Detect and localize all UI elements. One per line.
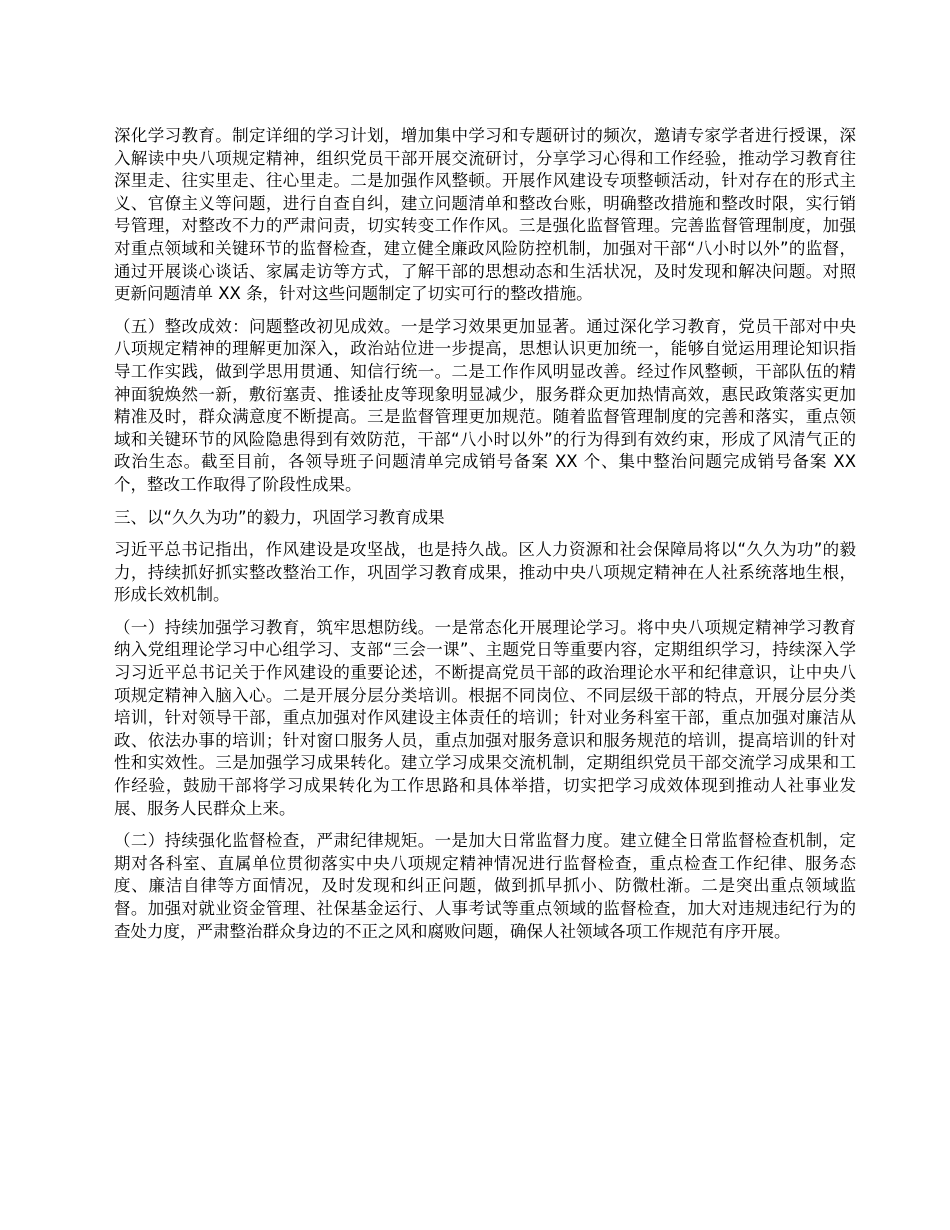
paragraph-supervision: （二）持续强化监督检查，严肃纪律规矩。一是加大日常监督力度。建立健全日常监督检查机制，定期对各科室、直属单位贯彻落实中央八项规定精神情况进行监督检查，重点检查工作纪律、服务态度、廉洁自律等方面情况，及时发现和纠正问题，做到抓早抓小、防微杜渐。二是突出重点领域监督。加强对就业资金管理、社保基金运行、人事考试等重点领域的监督检查，加大对违规违纪行为的查处力度，严肃整治群众身边的不正之风和腐败问题，确保人社领域各项工作规范有序开展。 [114,831,856,941]
paragraph-persistence-intro: 习近平总书记指出，作风建设是攻坚战，也是持久战。区人力资源和社会保障局将以“久久为功”的毅力，持续抓好抓实整改整治工作，巩固学习教育成果，推动中央八项规定精神在人社系统落地生根，形成长效机制。 [114,540,856,605]
section-heading-consolidate: 三、以“久久为功”的毅力，巩固学习教育成果 [114,507,445,527]
document-body [114,125,856,953]
paragraph-study-education: 深化学习教育。制定详细的学习计划，增加集中学习和专题研讨的频次，邀请专家学者进行授课，深入解读中央八项规定精神，组织党员干部开展交流研讨，分享学习心得和工作经验，推动学习教育往深里走、往实里走、往心里走。二是加强作风整顿。开展作风建设专项整顿活动，针对存在的形式主义、官僚主义等问题，进行自查自纠，建立问题清单和整改台账，明确整改措施和整改时限，实行销号管理，对整改不力的严肃问责，切实转变工作作风。三是强化监督管理。完善监督管理制度，加强对重点领域和关键环节的监督检查，建立健全廉政风险防控机制，加强对干部“八小时以外”的监督，通过开展谈心谈话、家属走访等方式，了解干部的思想动态和生活状况，及时发现和解决问题。对照更新问题清单 XX 条，针对这些问题制定了切实可行的整改措施。 [114,126,856,304]
paragraph-rectification-results: （五）整改成效：问题整改初见成效。一是学习效果更加显著。通过深化学习教育，党员干部对中央八项规定精神的理解更加深入，政治站位进一步提高，思想认识更加统一，能够自觉运用理论知识指导工作实践，做到学思用贯通、知信行统一。二是工作作风明显改善。经过作风整顿，干部队伍的精神面貌焕然一新，敷衍塞责、推诿扯皮等现象明显减少，服务群众更加热情高效，惠民政策落实更加精准及时，群众满意度不断提高。三是监督管理更加规范。随着监督管理制度的完善和落实，重点领域和关键环节的风险隐患得到有效防范，干部“八小时以外”的行为得到有效约束，形成了风清气正的政治生态。截至目前，各领导班子问题清单完成销号备案 XX 个、集中整治问题完成销号备案 XX 个，整改工作取得了阶段性成果。 [114,316,856,494]
paragraph-continued-study: （一）持续加强学习教育，筑牢思想防线。一是常态化开展理论学习。将中央八项规定精神学习教育纳入党组理论学习中心组学习、支部“三会一课”、主题党日等重要内容，定期组织学习，持续深入学习习近平总书记关于作风建设的重要论述，不断提高党员干部的政治理论水平和纪律意识，让中央八项规定精神入脑入心。二是开展分层分类培训。根据不同岗位、不同层级干部的特点，开展分层分类培训，针对领导干部，重点加强对作风建设主体责任的培训；针对业务科室干部，重点加强对廉洁从政、依法办事的培训；针对窗口服务人员，重点加强对服务意识和服务规范的培训，提高培训的针对性和实效性。三是加强学习成果转化。建立学习成果交流机制，定期组织党员干部交流学习成果和工作经验，鼓励干部将学习成果转化为工作思路和具体举措，切实把学习成效体现到推动人社事业发展、服务人民群众上来。 [114,617,856,818]
